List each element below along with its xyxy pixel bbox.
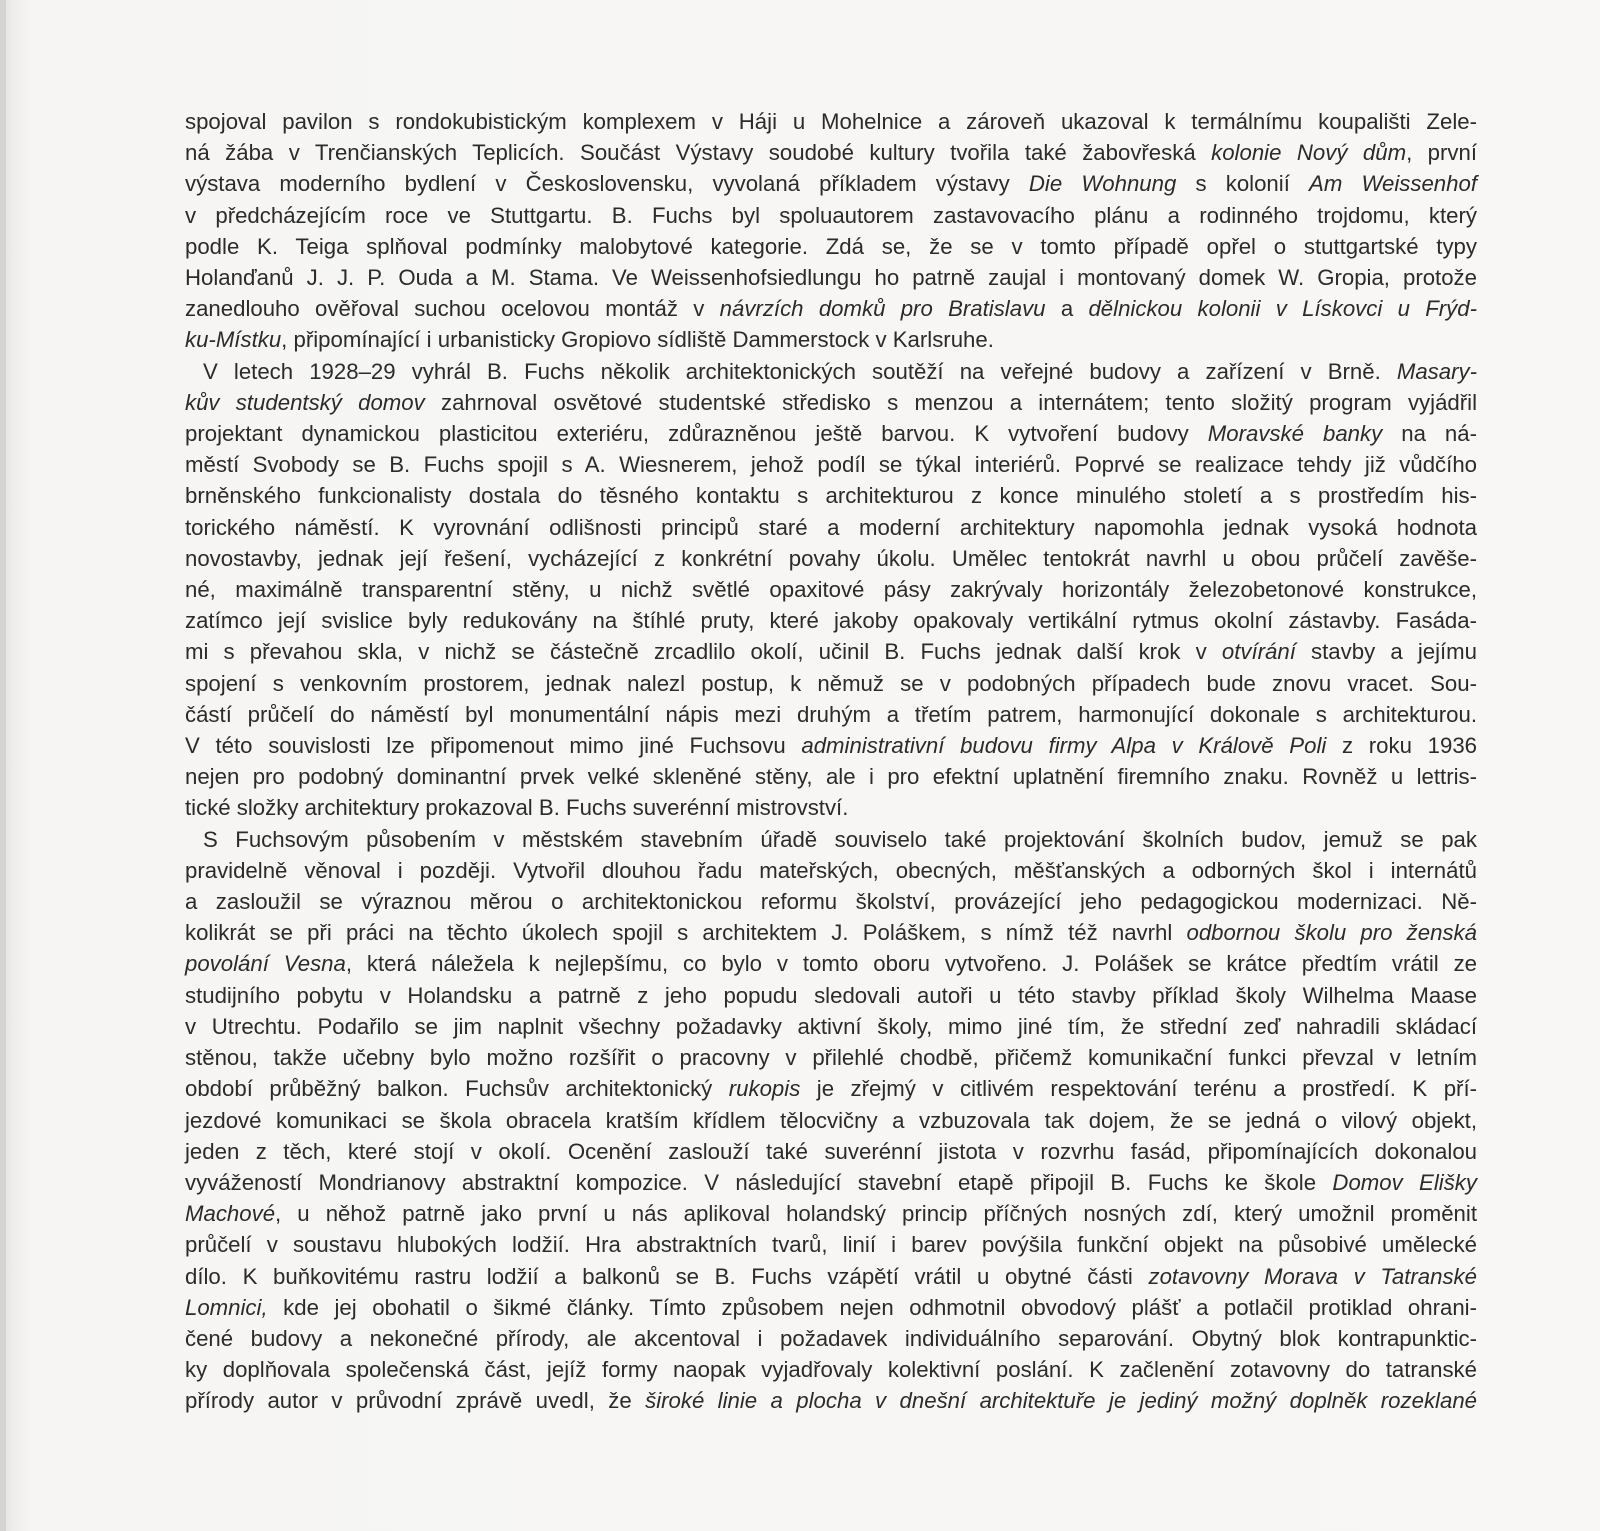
text-run: zahrnoval osvětové studentské středisko s menzou a internátem; tento složitý program vyjádřil (424, 389, 1477, 415)
text-line (185, 543, 1477, 574)
text-run: zanedlouho ověřoval suchou ocelovou montáž v (185, 296, 720, 322)
text-line (185, 792, 1477, 823)
text-run: vyvážeností Mondrianovy abstraktní kompozice. V následující stavební etapě připojil B. Fuchs ke škole (185, 1169, 1333, 1195)
text-line (185, 1167, 1477, 1198)
text-run: mi s převahou skla, v nichž se částečně zrcadlilo okolí, učinil B. Fuchs jednak další krok v (185, 639, 1222, 665)
text-line (185, 574, 1477, 605)
page-gutter-edge (0, 0, 6, 1531)
text-run: městí Svobody se B. Fuchs spojil s A. Wiesnerem, jehož podíl se týkal interiérů. Poprvé se realizace tehdy již vůdčího (185, 452, 1477, 478)
text-run: stěnou, takže učebny bylo možno rozšířit o pracovny v přilehlé chodbě, přičemž komunikační funkci převzal v letním (185, 1045, 1477, 1071)
italic-term: povolání Vesna (185, 951, 346, 977)
text-run: pravidelně věnoval i později. Vytvořil dlouhou řadu mateřských, obecných, měšťanských a odborných škol i internátů (185, 857, 1477, 883)
text-run: brněnského funkcionalisty dostala do těsného kontaktu s architekturou z konce minulého století a s prostředím his- (185, 483, 1477, 509)
text-line (185, 137, 1477, 168)
text-run: průčelí v soustavu hlubokých lodžií. Hra abstraktních tvarů, linií i barev povýšila funkční objekt na působivé umělecké (185, 1232, 1477, 1258)
text-run: S Fuchsovým působením v městském stavebním úřadě souviselo také projektování školních budov, jemuž se pak (203, 826, 1477, 852)
italic-term: otvírání (1221, 639, 1296, 665)
text-run: V této souvislosti lze připomenout mimo jiné Fuchsovu (185, 733, 802, 759)
text-run: v předcházejícím roce ve Stuttgartu. B. Fuchs byl spoluautorem zastavovacího plánu a rodinného trojdomu, který (185, 202, 1477, 228)
text-line (185, 730, 1477, 761)
text-line (185, 1073, 1477, 1104)
text-line (185, 1105, 1477, 1136)
text-run: s kolonií (1176, 171, 1310, 197)
italic-term: Moravské banky (1207, 421, 1383, 447)
text-run: čené budovy a nekonečné přírody, ale akcentoval i požadavek individuálního separování. Obytný blok kontrapunktic- (185, 1325, 1477, 1351)
text-line (185, 824, 1477, 855)
italic-term: Masary- (1396, 358, 1477, 384)
text-run: a (1045, 296, 1089, 322)
italic-term: Die Wohnung (1028, 171, 1177, 197)
text-run: stavby a jejímu (1295, 639, 1477, 665)
text-run: přírody autor v průvodní zprávě uvedl, že (185, 1388, 646, 1414)
text-line (185, 636, 1477, 667)
text-line (185, 886, 1477, 917)
text-run: zatímco její svislice byly redukovány na štíhlé pruty, které jakoby opakovaly vertikální rytmus okolní zástavby. Fasáda- (185, 608, 1477, 634)
text-line (185, 761, 1477, 792)
italic-term: zotavovny Morava v Tatranské (1148, 1263, 1477, 1289)
text-line (185, 480, 1477, 511)
text-line (185, 293, 1477, 324)
text-run: tické složky architektury prokazoval B. Fuchs suverénní mistrovství. (185, 795, 849, 821)
text-run: , u něhož patrně jako první u nás aplikoval holandský princip příčných nosných zdí, který umožnil proměnit (275, 1201, 1477, 1227)
text-line (185, 668, 1477, 699)
italic-term: Machové (185, 1201, 276, 1227)
text-line (185, 1229, 1477, 1260)
text-run: né, maximálně transparentní stěny, u nichž světlé opaxitové pásy zakrývaly horizontály železobetonové konstrukce, (185, 577, 1477, 603)
text-run: jezdové komunikaci se škola obracela kratším křídlem tělocvičny a vzbuzovala tak dojem, že se jedná o vilový objekt, (185, 1107, 1477, 1133)
text-run: z roku 1936 (1326, 733, 1478, 759)
text-line (185, 1323, 1477, 1354)
text-line (185, 980, 1477, 1011)
italic-term: ku-Místku (185, 327, 282, 353)
text-line (185, 1198, 1477, 1229)
text-line (185, 1354, 1477, 1385)
italic-term: Domov Elišky (1332, 1169, 1477, 1195)
text-line (185, 1292, 1477, 1323)
text-run: jeden z těch, které stojí v okolí. Ocenění zaslouží také suverénní jistota v rozvrhu fasád, připomínajících dokonalou (185, 1138, 1477, 1164)
text-run: ky doplňovala společenská část, jejíž formy naopak vyjadřovaly kolektivní poslání. K začlenění zotavovny do tatranské (185, 1357, 1477, 1383)
italic-term: rukopis (728, 1076, 801, 1102)
text-line (185, 1261, 1477, 1292)
text-run: studijního pobytu v Holandsku a patrně z jeho popudu sledovali autoři u této stavby příklad školy Wilhelma Maase (185, 982, 1477, 1008)
text-run: nejen pro podobný dominantní prvek velké skleněné stěny, ale i pro efektní uplatnění firemního znaku. Rovněž u lettris- (185, 764, 1477, 790)
text-line (185, 699, 1477, 730)
text-run: novostavby, jednak její řešení, vycházející z konkrétní povahy úkolu. Umělec tentokrát navrhl u obou průčelí zavěše- (185, 545, 1477, 571)
italic-term: návrzích domků pro Bratislavu (719, 296, 1046, 322)
text-run: na ná- (1382, 421, 1478, 447)
text-run: V letech 1928–29 vyhrál B. Fuchs několik architektonických soutěží na veřejné budovy a zařízení v Brně. (203, 358, 1397, 384)
text-line (185, 449, 1477, 480)
italic-term: Lomnici, (185, 1294, 268, 1320)
text-line (185, 917, 1477, 948)
text-run: kde jej obohatil o šikmé články. Tímto způsobem nejen odhmotnil obvodový plášť a potlačil protiklad ohrani- (267, 1294, 1477, 1320)
text-line (185, 948, 1477, 979)
text-line (185, 231, 1477, 262)
text-run: spojoval pavilon s rondokubistickým komplexem v Háji u Mohelnice a zároveň ukazoval k termálnímu koupališti Zele- (185, 109, 1477, 134)
text-line (185, 605, 1477, 636)
text-run: částí průčelí do náměstí byl monumentální nápis mezi druhým a třetím patrem, harmonující dokonale s architekturou. (185, 701, 1477, 727)
italic-term: administrativní budovu firmy Alpa v Králově Poli (801, 733, 1327, 759)
text-line (185, 512, 1477, 543)
text-line (185, 324, 1477, 355)
text-line (185, 106, 1477, 137)
italic-term: kův studentský domov (185, 389, 425, 415)
text-line (185, 418, 1477, 449)
text-line (185, 1136, 1477, 1167)
text-line (185, 855, 1477, 886)
text-line (185, 356, 1477, 387)
italic-term: dělnickou kolonii v Lískovci u Frýd- (1088, 296, 1477, 322)
text-line (185, 1042, 1477, 1073)
text-run: , připomínající i urbanisticky Gropiovo sídliště Dammerstock v Karlsruhe. (281, 327, 994, 353)
text-line (185, 262, 1477, 293)
text-run: podle K. Teiga splňoval podmínky malobytové kategorie. Zdá se, že se v tomto případě opřel o stuttgartské typy (185, 233, 1477, 259)
text-run: , která náležela k nejlepšímu, co bylo v tomto oboru vytvořeno. J. Polášek se krátce předtím vrátil ze (345, 951, 1478, 977)
italic-term: široké linie a plocha v dnešní architektuře je jediný možný doplněk rozeklané (645, 1388, 1477, 1414)
article-body (185, 106, 1477, 1417)
text-run: dílo. K buňkovitému rastru lodžií a balkonů se B. Fuchs vzápětí vrátil u obytné části (185, 1263, 1149, 1289)
text-run: , první (1406, 140, 1478, 166)
text-run: je zřejmý v citlivém respektování terénu a prostředí. K pří- (800, 1076, 1477, 1102)
text-line (185, 168, 1477, 199)
text-line (185, 1011, 1477, 1042)
text-run: Holanďanů J. J. P. Ouda a M. Stama. Ve Weissenhofsiedlungu ho patrně zaujal i montovaný domek W. Gropia, protože (185, 265, 1477, 291)
text-run: ná žába v Trenčianských Teplicích. Součást Výstavy soudobé kultury tvořila také žabovřeská (185, 140, 1212, 166)
text-line (185, 387, 1477, 418)
italic-term: kolonie Nový dům (1211, 140, 1407, 166)
text-run: kolikrát se při práci na těchto úkolech spojil s architektem J. Poláškem, s nímž též navrhl (185, 920, 1187, 946)
text-run: projektant dynamickou plasticitou exteriéru, zdůrazněnou ještě barvou. K vytvoření budovy (185, 421, 1208, 447)
text-run: výstava moderního bydlení v Československu, vyvolaná příkladem výstavy (185, 171, 1029, 197)
text-run: torického náměstí. K vyrovnání odlišnosti principů staré a moderní architektury napomohla jednak vysoká hodnota (185, 514, 1477, 540)
italic-term: Am Weissenhof (1309, 171, 1477, 197)
text-run: a zasloužil se výraznou měrou o architektonickou reformu školství, provázející jeho pedagogickou modernizaci. Ně- (185, 889, 1477, 915)
text-line (185, 1385, 1477, 1416)
text-line (185, 200, 1477, 231)
text-run: období průběžný balkon. Fuchsův architektonický (185, 1076, 729, 1102)
text-run: v Utrechtu. Podařilo se jim naplnit všechny požadavky aktivní školy, mimo jiné tím, že střední zeď nahradili skládací (185, 1013, 1477, 1039)
italic-term: odbornou školu pro ženská (1186, 920, 1477, 946)
text-run: spojení s venkovním prostorem, jednak nalezl postup, k němuž se v podobných případech bude znovu vracet. Sou- (185, 670, 1477, 696)
